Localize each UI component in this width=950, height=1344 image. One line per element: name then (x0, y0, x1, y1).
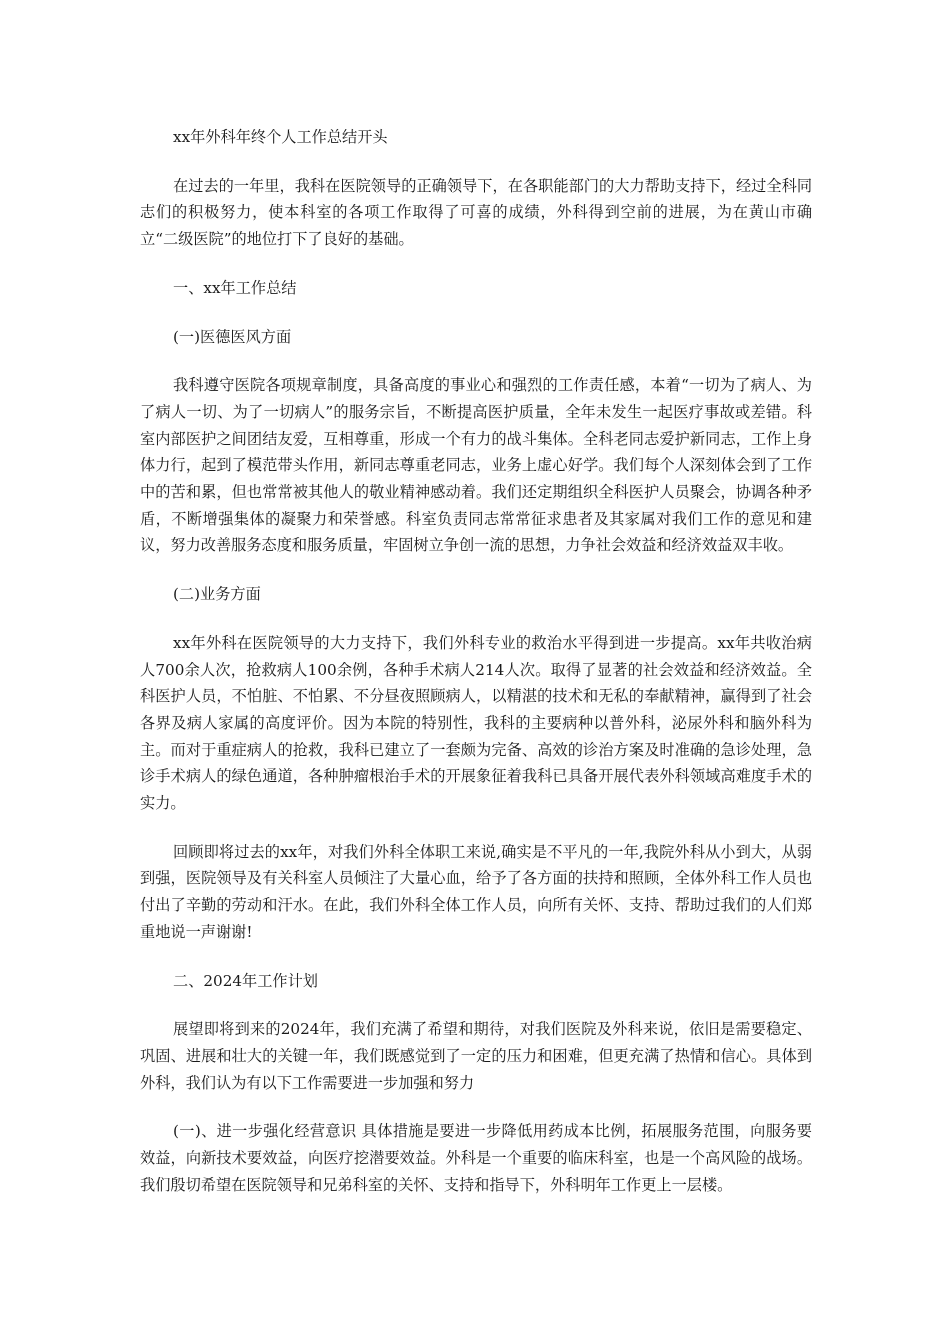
document-title: xx年外科年终个人工作总结开头 (173, 128, 388, 146)
subsection-heading-business: (二)业务方面 (173, 585, 261, 604)
subsection-heading-ethics: (一)医德医风方面 (173, 327, 292, 346)
review-paragraph: 回顾即将过去的xx年，对我们外科全体职工来说,确实是不平凡的一年,我院外科从小到大，从弱到强，医院领导及有关科室人员倾注了大量心血，给予了各方面的扶持和照顾，全体外科工作人员也付出了辛勤的劳动和汗水。在此，我们外科全体工作人员，向所有关怀、支持、帮助过我们的人们郑重地说一声谢谢! (140, 842, 812, 941)
plan-intro-paragraph: 展望即将到来的2024年，我们充满了希望和期待，对我们医院及外科来说，依旧是需要稳定、巩固、进展和壮大的关键一年，我们既感觉到了一定的压力和困难，但更充满了热情和信心。具体到外科，我们认为有以下工作需要进一步加强和努力 (140, 1020, 812, 1092)
section-heading-summary: 一、xx年工作总结 (173, 278, 297, 297)
intro-paragraph: 在过去的一年里，我科在医院领导的正确领导下，在各职能部门的大力帮助支持下，经过全科同志们的积极努力，使本科室的各项工作取得了可喜的成绩，外科得到空前的进展，为在黄山市确立“二级医院”的地位打下了良好的基础。 (140, 176, 812, 249)
document-body (140, 124, 812, 1221)
section-heading-plan: 二、2024年工作计划 (173, 971, 318, 990)
business-paragraph: xx年外科在医院领导的大力支持下，我们外科专业的救治水平得到进一步提高。xx年共收治病人700余人次，抢救病人100余例，各种手术病人214人次。取得了显著的社会效益和经济效益。全科医护人员，不怕脏、不怕累、不分昼夜照顾病人，以精湛的技术和无私的奉献精神，赢得到了社会各界及病人家属的高度评价。因为本院的特别性，我科的主要病种以普外科，泌尿外科和脑外科为主。而对于重症病人的抢救，我科已建立了一套颇为完备、高效的诊治方案及时准确的急诊处理，急诊手术病人的绿色通道，各种肿瘤根治手术的开展象征着我科已具备开展代表外科领域高难度手术的实力。 (140, 633, 812, 813)
ethics-paragraph: 我科遵守医院各项规章制度，具备高度的事业心和强烈的工作责任感，本着“一切为了病人、为了病人一切、为了一切病人”的服务宗旨，不断提高医护质量，全年未发生一起医疗事故或差错。科室内部医护之间团结友爱，互相尊重，形成一个有力的战斗集体。全科老同志爱护新同志，工作上身体力行，起到了模范带头作用，新同志尊重老同志，业务上虚心好学。我们每个人深刻体会到了工作中的苦和累，但也常常被其他人的敬业精神感动着。我们还定期组织全科医护人员聚会，协调各种矛盾，不断增强集体的凝聚力和荣誉感。科室负责同志常常征求患者及其家属对我们工作的意见和建议，努力改善服务态度和服务质量，牢固树立争创一流的思想，力争社会效益和经济效益双丰收。 (140, 376, 812, 555)
plan-item-paragraph: (一)、进一步强化经营意识 具体措施是要进一步降低用药成本比例，拓展服务范围，向服务要效益，向新技术要效益，向医疗挖潜要效益。外科是一个重要的临床科室，也是一个高风险的战场。我们殷切希望在医院领导和兄弟科室的关怀、支持和指导下，外科明年工作更上一层楼。 (140, 1122, 812, 1194)
